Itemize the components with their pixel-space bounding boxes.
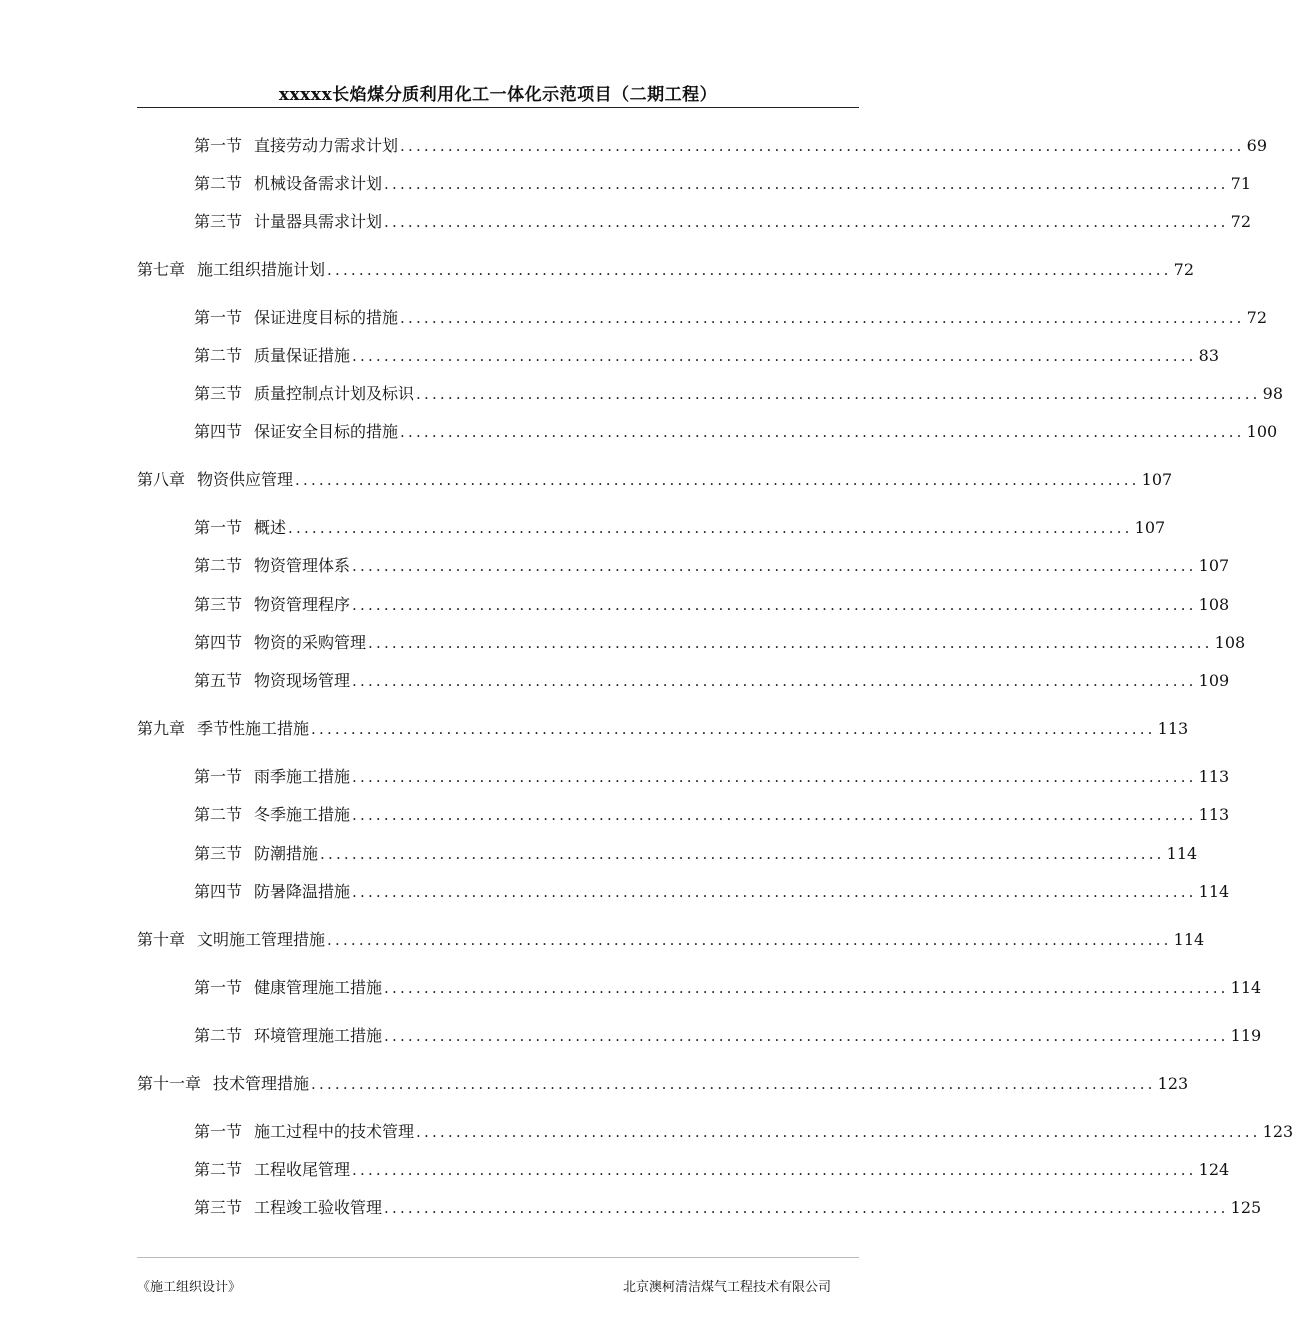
toc-entry-title: 防暑降温措施 bbox=[254, 882, 351, 901]
toc-chapter-entry[interactable] bbox=[137, 468, 1173, 492]
toc-entry[interactable] bbox=[194, 134, 1268, 158]
toc-dot-leader: .......................................................................................................... bbox=[352, 806, 1197, 824]
toc-entry-title: 直接劳动力需求计划 bbox=[254, 136, 399, 155]
toc-entry-page: 123 bbox=[1262, 1122, 1293, 1141]
toc-entry-title: 概述 bbox=[254, 518, 287, 537]
toc-dot-leader: .......................................................................................................... bbox=[416, 385, 1261, 403]
toc-entry[interactable] bbox=[194, 842, 1198, 866]
toc-entry-title: 物资管理程序 bbox=[254, 595, 351, 614]
toc-entry[interactable] bbox=[194, 344, 1220, 368]
toc-dot-leader: .......................................................................................................... bbox=[320, 845, 1165, 863]
toc-entry[interactable] bbox=[194, 631, 1246, 655]
toc-entry-page: 119 bbox=[1230, 1026, 1262, 1045]
toc-entry-title: 防潮措施 bbox=[254, 844, 319, 863]
toc-entry-title: 施工组织措施计划 bbox=[197, 260, 326, 279]
toc-dot-leader: .......................................................................................................... bbox=[400, 309, 1245, 327]
toc-dot-leader: .......................................................................................................... bbox=[327, 261, 1172, 279]
toc-entry-title: 保证安全目标的措施 bbox=[254, 422, 399, 441]
toc-entry-title: 环境管理施工措施 bbox=[254, 1026, 383, 1045]
toc-entry-page: 98 bbox=[1262, 384, 1284, 403]
toc-entry[interactable] bbox=[194, 172, 1252, 196]
toc-dot-leader: .......................................................................................................... bbox=[352, 768, 1197, 786]
toc-dot-leader: .......................................................................................................... bbox=[416, 1123, 1261, 1141]
toc-entry-title: 健康管理施工措施 bbox=[254, 978, 383, 997]
toc-entry-number: 第一节 bbox=[194, 308, 243, 327]
header-divider bbox=[137, 107, 859, 108]
toc-entry-page: 114 bbox=[1198, 882, 1230, 901]
toc-entry-title: 质量控制点计划及标识 bbox=[254, 384, 415, 403]
toc-entry-number: 第二节 bbox=[194, 556, 243, 575]
toc-dot-leader: .......................................................................................................... bbox=[352, 883, 1197, 901]
toc-chapter-entry[interactable] bbox=[137, 717, 1189, 741]
toc-entry-page: 113 bbox=[1198, 767, 1230, 786]
document-header-title: xxxxx长焰煤分质利用化工一体化示范项目（二期工程） bbox=[278, 85, 718, 105]
toc-entry-number: 第七章 bbox=[137, 260, 186, 279]
toc-entry[interactable] bbox=[194, 554, 1230, 578]
toc-entry[interactable] bbox=[194, 210, 1252, 234]
toc-entry-number: 第二节 bbox=[194, 1026, 243, 1045]
toc-entry-page: 71 bbox=[1230, 174, 1252, 193]
toc-entry-number: 第一节 bbox=[194, 978, 243, 997]
toc-dot-leader: .......................................................................................................... bbox=[384, 979, 1229, 997]
toc-entry-title: 工程竣工验收管理 bbox=[254, 1198, 383, 1217]
toc-entry-title: 保证进度目标的措施 bbox=[254, 308, 399, 327]
toc-entry-page: 72 bbox=[1246, 308, 1268, 327]
toc-entry-title: 质量保证措施 bbox=[254, 346, 351, 365]
toc-dot-leader: .......................................................................................................... bbox=[352, 672, 1197, 690]
toc-entry-page: 100 bbox=[1246, 422, 1278, 441]
toc-entry-title: 计量器具需求计划 bbox=[254, 212, 383, 231]
toc-entry-number: 第二节 bbox=[194, 1160, 243, 1179]
footer-document-name: 《施工组织设计》 bbox=[137, 1280, 242, 1295]
toc-entry-number: 第八章 bbox=[137, 470, 186, 489]
toc-dot-leader: .......................................................................................................... bbox=[352, 1161, 1197, 1179]
toc-entry-number: 第一节 bbox=[194, 1122, 243, 1141]
toc-chapter-entry[interactable] bbox=[137, 928, 1205, 952]
toc-chapter-entry[interactable] bbox=[137, 258, 1195, 282]
toc-entry-number: 第五节 bbox=[194, 671, 243, 690]
toc-entry[interactable] bbox=[194, 593, 1230, 617]
toc-entry-title: 文明施工管理措施 bbox=[197, 930, 326, 949]
toc-dot-leader: .......................................................................................................... bbox=[352, 596, 1197, 614]
toc-entry-page: 114 bbox=[1166, 844, 1198, 863]
toc-entry-page: 108 bbox=[1214, 633, 1246, 652]
toc-dot-leader: .......................................................................................................... bbox=[288, 519, 1133, 537]
footer-divider bbox=[137, 1257, 859, 1258]
toc-entry-page: 125 bbox=[1230, 1198, 1262, 1217]
toc-dot-leader: .......................................................................................................... bbox=[352, 347, 1197, 365]
toc-dot-leader: .......................................................................................................... bbox=[368, 634, 1213, 652]
toc-entry-page: 72 bbox=[1230, 212, 1252, 231]
toc-entry-title: 物资的采购管理 bbox=[254, 633, 367, 652]
toc-entry-page: 83 bbox=[1198, 346, 1220, 365]
toc-entry-number: 第十章 bbox=[137, 930, 186, 949]
toc-entry[interactable] bbox=[194, 420, 1278, 444]
toc-entry-number: 第一节 bbox=[194, 136, 243, 155]
toc-entry-title: 机械设备需求计划 bbox=[254, 174, 383, 193]
toc-entry[interactable] bbox=[194, 1024, 1262, 1048]
toc-entry-title: 季节性施工措施 bbox=[197, 719, 310, 738]
toc-entry[interactable] bbox=[194, 382, 1284, 406]
toc-entry-page: 107 bbox=[1141, 470, 1173, 489]
toc-entry-page: 109 bbox=[1198, 671, 1230, 690]
toc-entry-number: 第三节 bbox=[194, 595, 243, 614]
toc-entry-number: 第二节 bbox=[194, 805, 243, 824]
toc-entry-number: 第九章 bbox=[137, 719, 186, 738]
toc-dot-leader: .......................................................................................................... bbox=[400, 137, 1245, 155]
toc-dot-leader: .......................................................................................................... bbox=[400, 423, 1245, 441]
toc-dot-leader: .......................................................................................................... bbox=[352, 557, 1197, 575]
toc-dot-leader: .......................................................................................................... bbox=[384, 175, 1229, 193]
toc-entry-number: 第四节 bbox=[194, 633, 243, 652]
toc-entry-number: 第三节 bbox=[194, 212, 243, 231]
toc-entry[interactable] bbox=[194, 976, 1262, 1000]
toc-entry[interactable] bbox=[194, 1120, 1293, 1144]
toc-dot-leader: .......................................................................................................... bbox=[327, 931, 1172, 949]
toc-entry-title: 物资管理体系 bbox=[254, 556, 351, 575]
toc-entry-number: 第三节 bbox=[194, 1198, 243, 1217]
toc-entry-title: 施工过程中的技术管理 bbox=[254, 1122, 415, 1141]
toc-entry[interactable] bbox=[194, 306, 1268, 330]
toc-dot-leader: .......................................................................................................... bbox=[384, 1027, 1229, 1045]
toc-entry-page: 114 bbox=[1173, 930, 1205, 949]
toc-chapter-entry[interactable] bbox=[137, 1072, 1189, 1096]
toc-entry-page: 107 bbox=[1134, 518, 1166, 537]
toc-entry-title: 工程收尾管理 bbox=[254, 1160, 351, 1179]
toc-entry-page: 108 bbox=[1198, 595, 1230, 614]
toc-entry[interactable] bbox=[194, 669, 1230, 693]
toc-entry[interactable] bbox=[194, 765, 1230, 789]
toc-dot-leader: .......................................................................................................... bbox=[311, 1075, 1156, 1093]
toc-entry-title: 雨季施工措施 bbox=[254, 767, 351, 786]
toc-entry-page: 107 bbox=[1198, 556, 1230, 575]
toc-entry-title: 冬季施工措施 bbox=[254, 805, 351, 824]
toc-entry-number: 第二节 bbox=[194, 346, 243, 365]
toc-entry-number: 第三节 bbox=[194, 384, 243, 403]
toc-dot-leader: .......................................................................................................... bbox=[384, 213, 1229, 231]
toc-entry-number: 第三节 bbox=[194, 844, 243, 863]
toc-entry-page: 113 bbox=[1198, 805, 1230, 824]
toc-entry-number: 第四节 bbox=[194, 422, 243, 441]
toc-entry[interactable] bbox=[194, 1158, 1230, 1182]
toc-entry-title: 物资供应管理 bbox=[197, 470, 294, 489]
toc-entry-page: 123 bbox=[1157, 1074, 1189, 1093]
toc-entry-number: 第十一章 bbox=[137, 1074, 202, 1093]
toc-entry-page: 69 bbox=[1246, 136, 1268, 155]
toc-entry-title: 技术管理措施 bbox=[213, 1074, 310, 1093]
toc-entry-number: 第二节 bbox=[194, 174, 243, 193]
toc-entry-page: 72 bbox=[1173, 260, 1195, 279]
toc-dot-leader: .......................................................................................................... bbox=[384, 1199, 1229, 1217]
toc-entry-title: 物资现场管理 bbox=[254, 671, 351, 690]
toc-entry[interactable] bbox=[194, 516, 1166, 540]
toc-dot-leader: .......................................................................................................... bbox=[295, 471, 1140, 489]
footer-company-name: 北京澳柯清洁煤气工程技术有限公司 bbox=[622, 1280, 831, 1295]
toc-dot-leader: .......................................................................................................... bbox=[311, 720, 1156, 738]
toc-entry[interactable] bbox=[194, 1196, 1262, 1220]
toc-entry-page: 124 bbox=[1198, 1160, 1230, 1179]
toc-entry-number: 第一节 bbox=[194, 767, 243, 786]
toc-entry-page: 113 bbox=[1157, 719, 1189, 738]
toc-entry-page: 114 bbox=[1230, 978, 1262, 997]
toc-entry[interactable] bbox=[194, 803, 1230, 827]
toc-entry-number: 第四节 bbox=[194, 882, 243, 901]
toc-entry-number: 第一节 bbox=[194, 518, 243, 537]
toc-entry[interactable] bbox=[194, 880, 1230, 904]
